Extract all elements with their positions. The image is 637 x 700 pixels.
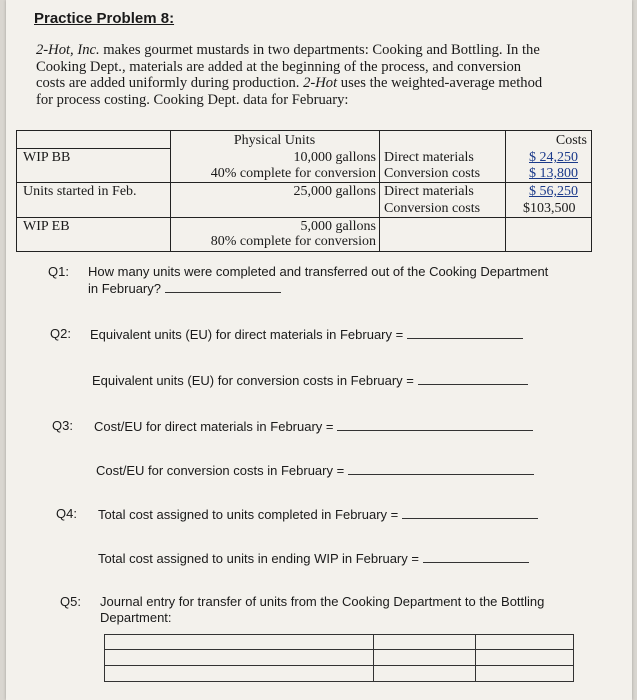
- wip-eb-units: 5,000 gallons: [300, 219, 376, 234]
- row-label-units-started: Units started in Feb.: [23, 184, 137, 199]
- q1-answer-blank[interactable]: [165, 280, 281, 293]
- intro-text: costs are added uniformly during production.: [36, 75, 304, 91]
- q3a-text: [94, 418, 533, 435]
- intro-line-3: [36, 75, 626, 92]
- worksheet-page: [6, 0, 632, 700]
- q4-number: Q4:: [56, 506, 77, 521]
- q4a-text: [98, 506, 538, 523]
- started-dm-value: $ 56,250: [529, 184, 578, 199]
- q4b-text: [98, 550, 529, 567]
- q5-number: Q5:: [60, 594, 81, 609]
- company-name: 2-Hot, Inc.: [36, 42, 100, 58]
- wip-bb-completion: 40% complete for conversion: [210, 166, 376, 181]
- q2a-answer-blank[interactable]: [407, 326, 523, 339]
- q4a-answer-blank[interactable]: [402, 506, 538, 519]
- q5-line-2: Department:: [100, 610, 172, 625]
- q2b-answer-blank[interactable]: [418, 372, 528, 385]
- q4b-label: Total cost assigned to units in ending WIP in February =: [98, 551, 419, 566]
- q5-text: [100, 594, 628, 626]
- q3a-answer-blank[interactable]: [337, 418, 533, 431]
- q5-line-1: Journal entry for transfer of units from the Cooking Department to the Bottling: [100, 594, 545, 609]
- journal-column-line: [373, 635, 374, 681]
- q1-line-2-text: in February?: [88, 281, 161, 296]
- wip-eb-completion: 80% complete for conversion: [210, 234, 376, 249]
- journal-row-line: [105, 665, 573, 666]
- wip-bb-units: 10,000 gallons: [293, 150, 376, 165]
- q4b-answer-blank[interactable]: [423, 550, 529, 563]
- q3b-label: Cost/EU for conversion costs in February =: [96, 463, 345, 478]
- q2a-text: [90, 326, 523, 343]
- intro-line-2: Cooking Dept., materials are added at the beginning of the process, and conversion: [36, 58, 522, 75]
- company-name: 2-Hot: [303, 75, 338, 91]
- table-divider: [505, 131, 506, 251]
- problem-intro: [36, 42, 626, 108]
- row-label-wip-bb: WIP BB: [23, 150, 71, 165]
- header-physical-units: Physical Units: [233, 133, 316, 148]
- wip-bb-cc-value: $ 13,800: [529, 166, 578, 181]
- intro-text: makes gourmet mustards in two departments: Cooking and Bottling. In the: [99, 42, 540, 58]
- q3b-text: [96, 462, 534, 479]
- intro-line-4: for process costing. Cooking Dept. data for February:: [36, 91, 349, 108]
- intro-line-1: [36, 42, 626, 59]
- page-title: Practice Problem 8:: [34, 10, 175, 27]
- q4a-label: Total cost assigned to units completed in February =: [98, 507, 399, 522]
- q1-text: [88, 264, 628, 297]
- intro-text: uses the weighted-average method: [337, 75, 543, 91]
- started-cc-label: Conversion costs: [384, 201, 481, 216]
- journal-column-line: [475, 635, 476, 681]
- wip-bb-dm-label: Direct materials: [384, 150, 474, 165]
- q2-number: Q2:: [50, 326, 71, 341]
- q2a-label: Equivalent units (EU) for direct materials in February =: [90, 327, 404, 342]
- q3a-label: Cost/EU for direct materials in February =: [94, 419, 334, 434]
- q1-line-1: How many units were completed and transferred out of the Cooking Department: [88, 264, 549, 279]
- q3-number: Q3:: [52, 418, 73, 433]
- cooking-dept-data-table: [16, 130, 592, 252]
- units-started-value: 25,000 gallons: [293, 184, 376, 199]
- journal-row-line: [105, 649, 573, 650]
- q2b-text: [92, 372, 528, 389]
- started-cc-value: $103,500: [523, 201, 576, 216]
- journal-entry-grid[interactable]: [104, 634, 574, 682]
- q2b-label: Equivalent units (EU) for conversion costs in February =: [92, 373, 414, 388]
- started-dm-label: Direct materials: [384, 184, 474, 199]
- q1-number: Q1:: [48, 264, 69, 279]
- wip-bb-dm-value: $ 24,250: [529, 150, 578, 165]
- row-label-wip-eb: WIP EB: [23, 219, 70, 234]
- table-divider: [379, 131, 380, 251]
- q1-line-2: [88, 280, 628, 297]
- q3b-answer-blank[interactable]: [348, 462, 534, 475]
- wip-bb-cc-label: Conversion costs: [384, 166, 481, 181]
- header-costs: Costs: [555, 133, 587, 148]
